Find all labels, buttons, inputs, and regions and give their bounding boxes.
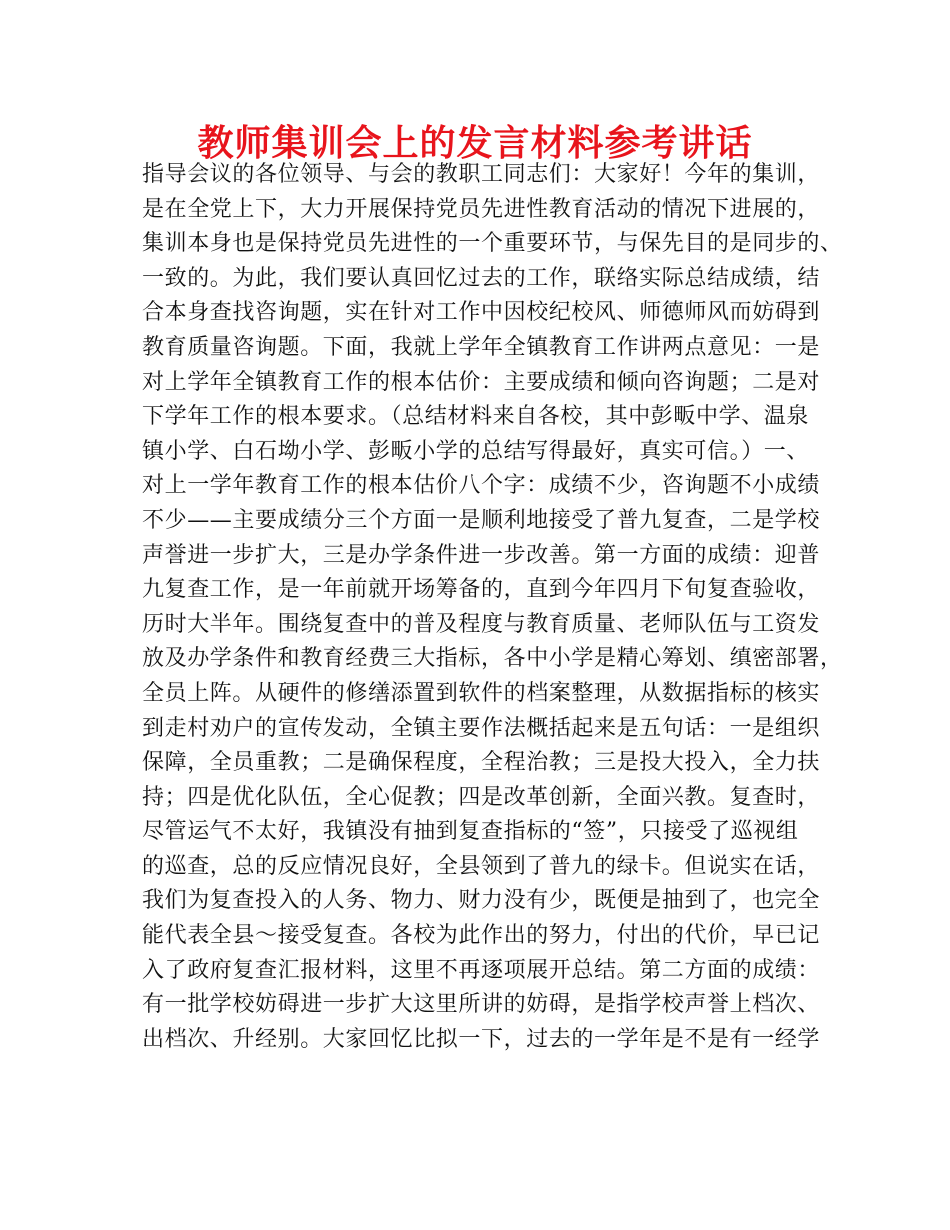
body-line: 指导会议的各位领导、与会的教职工同志们：大家好！今年的集训，	[142, 162, 821, 187]
body-line: 历时大半年。围绕复查中的普及程度与教育质量、老师队伍与工资发	[142, 611, 821, 637]
body-line: 九复查工作，是一年前就开场筹备的，直到今年四月下旬复查验收，	[142, 577, 821, 603]
body-line: 出档次、升经别。大家回忆比拟一下，过去的一学年是不是有一经学	[142, 1026, 821, 1052]
body-line: 合本身查找咨询题，实在针对工作中因校纪校风、师德师风而妨碍到	[142, 300, 821, 326]
body-line: 的巡查，总的反应情况良好，全县领到了普九的绿卡。但说实在话，	[142, 853, 821, 879]
body-line: 教育质量咨询题。下面，我就上学年全镇教育工作讲两点意见：一是	[142, 334, 821, 360]
body-line: 对上学年全镇教育工作的根本估价：主要成绩和倾向咨询题；二是对	[142, 369, 821, 395]
document-title: 教师集训会上的发言材料参考讲话	[197, 123, 753, 164]
body-line: 有一批学校妨碍进一步扩大这里所讲的妨碍，是指学校声誉上档次、	[142, 992, 821, 1018]
body-line: 不少——主要成绩分三个方面一是顺利地接受了普九复查，二是学校	[142, 507, 821, 533]
body-line: 到走村劝户的宣传发动，全镇主要作法概括起来是五句话：一是组织	[142, 715, 821, 741]
body-line: 一致的。为此，我们要认真回忆过去的工作，联络实际总结成绩，结	[142, 265, 821, 291]
body-line: 尽管运气不太好，我镇没有抽到复查指标的“签”，只接受了巡视组	[142, 819, 799, 845]
document-body	[142, 158, 843, 1057]
body-line: 是在全党上下，大力开展保持党员先进性教育活动的情况下进展的，	[142, 196, 821, 222]
body-line: 持；四是优化队伍，全心促教；四是改革创新，全面兴教。复查时，	[142, 784, 821, 810]
body-line: 集训本身也是保持党员先进性的一个重要环节，与保先目的是同步的、	[142, 231, 843, 257]
body-line: 声誉进一步扩大，三是办学条件进一步改善。第一方面的成绩：迎普	[142, 542, 821, 568]
body-line: 入了政府复查汇报材料，这里不再逐项展开总结。第二方面的成绩：	[142, 957, 821, 983]
body-line: 放及办学条件和教育经费三大指标，各中小学是精心筹划、缜密部署，	[142, 646, 843, 672]
body-line: 全员上阵。从硬件的修缮添置到软件的档案整理，从数据指标的核实	[142, 680, 821, 706]
body-line: 下学年工作的根本要求。（总结材料来自各校，其中彭畈中学、温泉	[142, 404, 810, 430]
body-line: 保障，全员重教；二是确保程度，全程治教；三是投大投入，全力扶	[142, 750, 821, 776]
body-line: 我们为复查投入的人务、物力、财力没有少，既便是抽到了，也完全	[142, 888, 821, 914]
body-line: 能代表全县～接受复查。各校为此作出的努力，付出的代价，早已记	[142, 923, 821, 949]
body-line: 对上一学年教育工作的根本估价八个字：成绩不少，咨询题不小成绩	[142, 473, 821, 499]
body-line: 镇小学、白石坳小学、彭畈小学的总结写得最好，真实可信。）一、	[142, 438, 810, 464]
